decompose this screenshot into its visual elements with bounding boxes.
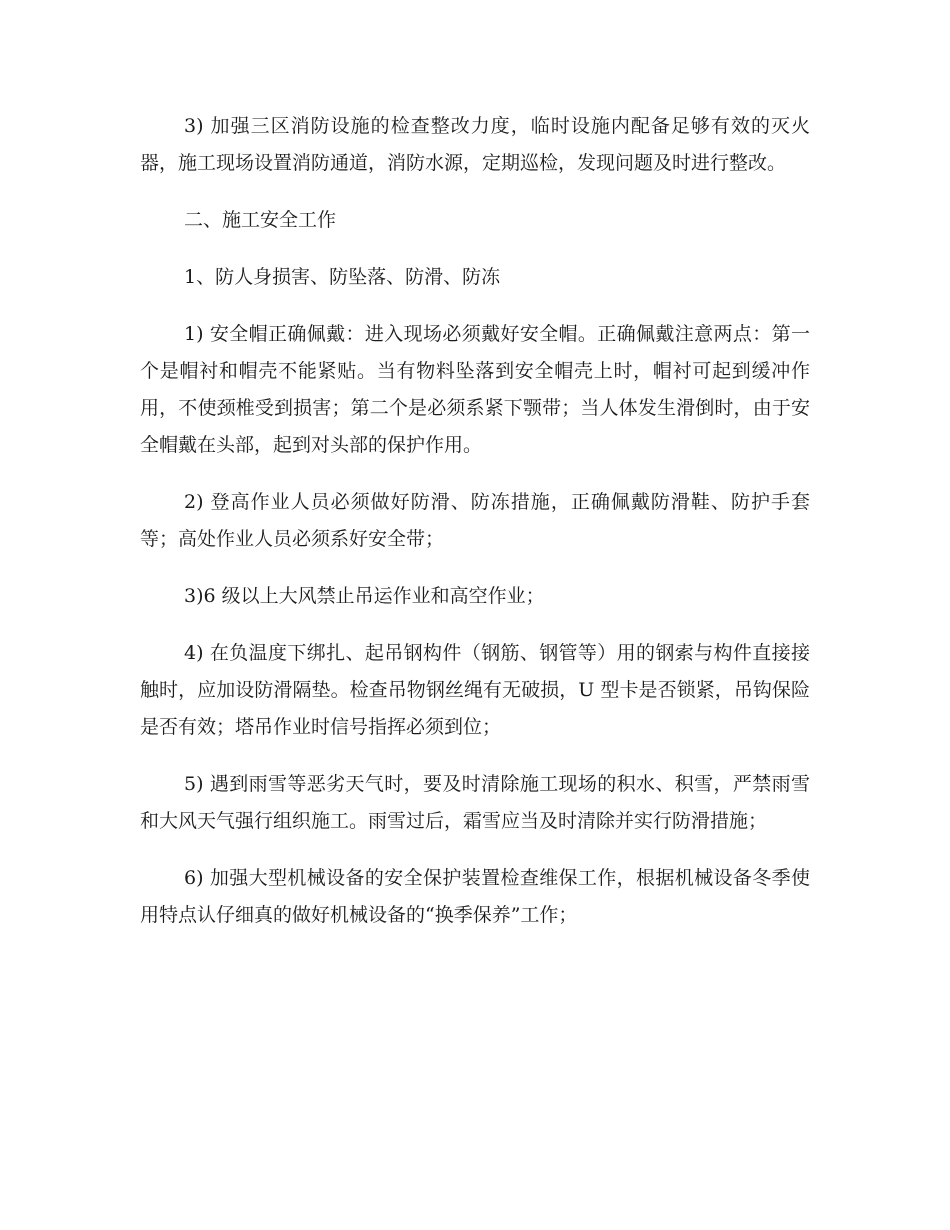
- paragraph-climbing-work: 2) 登高作业人员必须做好防滑、防冻措施，正确佩戴防滑鞋、防护手套等；高处作业人员必须系好安全带；: [140, 491, 810, 550]
- subsection-heading-injury-prevention: 1、防人身损害、防坠落、防滑、防冻: [184, 266, 501, 288]
- paragraph-machinery: 6) 加强大型机械设备的安全保护装置检查维保工作，根据机械设备冬季使用特点认仔细真的做好机械设备的“换季保养”工作；: [140, 867, 810, 926]
- paragraph-helmet: 1) 安全帽正确佩戴：进入现场必须戴好安全帽。正确佩戴注意两点：第一个是帽衬和帽壳不能紧贴。当有物料坠落到安全帽壳上时，帽衬可起到缓冲作用，不使颈椎受到损害；第二个是必须系紧下颚带；当人体发生滑倒时，由于安全帽戴在头部，起到对头部的保护作用。: [140, 323, 810, 456]
- paragraph-bad-weather: 5) 遇到雨雪等恶劣天气时，要及时清除施工现场的积水、积雪，严禁雨雪和大风天气强行组织施工。雨雪过后，霜雪应当及时清除并实行防滑措施；: [140, 773, 810, 832]
- document-body: [140, 108, 810, 954]
- paragraph-wind-limit: 3)6 级以上大风禁止吊运作业和高空作业；: [184, 585, 545, 607]
- section-heading-construction-safety: 二、施工安全工作: [184, 209, 337, 231]
- paragraph-lifting: 4) 在负温度下绑扎、起吊钢构件（钢筋、钢管等）用的钢索与构件直接接触时，应加设防滑隔垫。检查吊物钢丝绳有无破损，U 型卡是否锁紧，吊钩保险是否有效；塔吊作业时信号指挥必须到位；: [140, 642, 810, 738]
- paragraph-fire-inspection: 3) 加强三区消防设施的检查整改力度，临时设施内配备足够有效的灭火器，施工现场设置消防通道，消防水源，定期巡检，发现问题及时进行整改。: [140, 115, 810, 174]
